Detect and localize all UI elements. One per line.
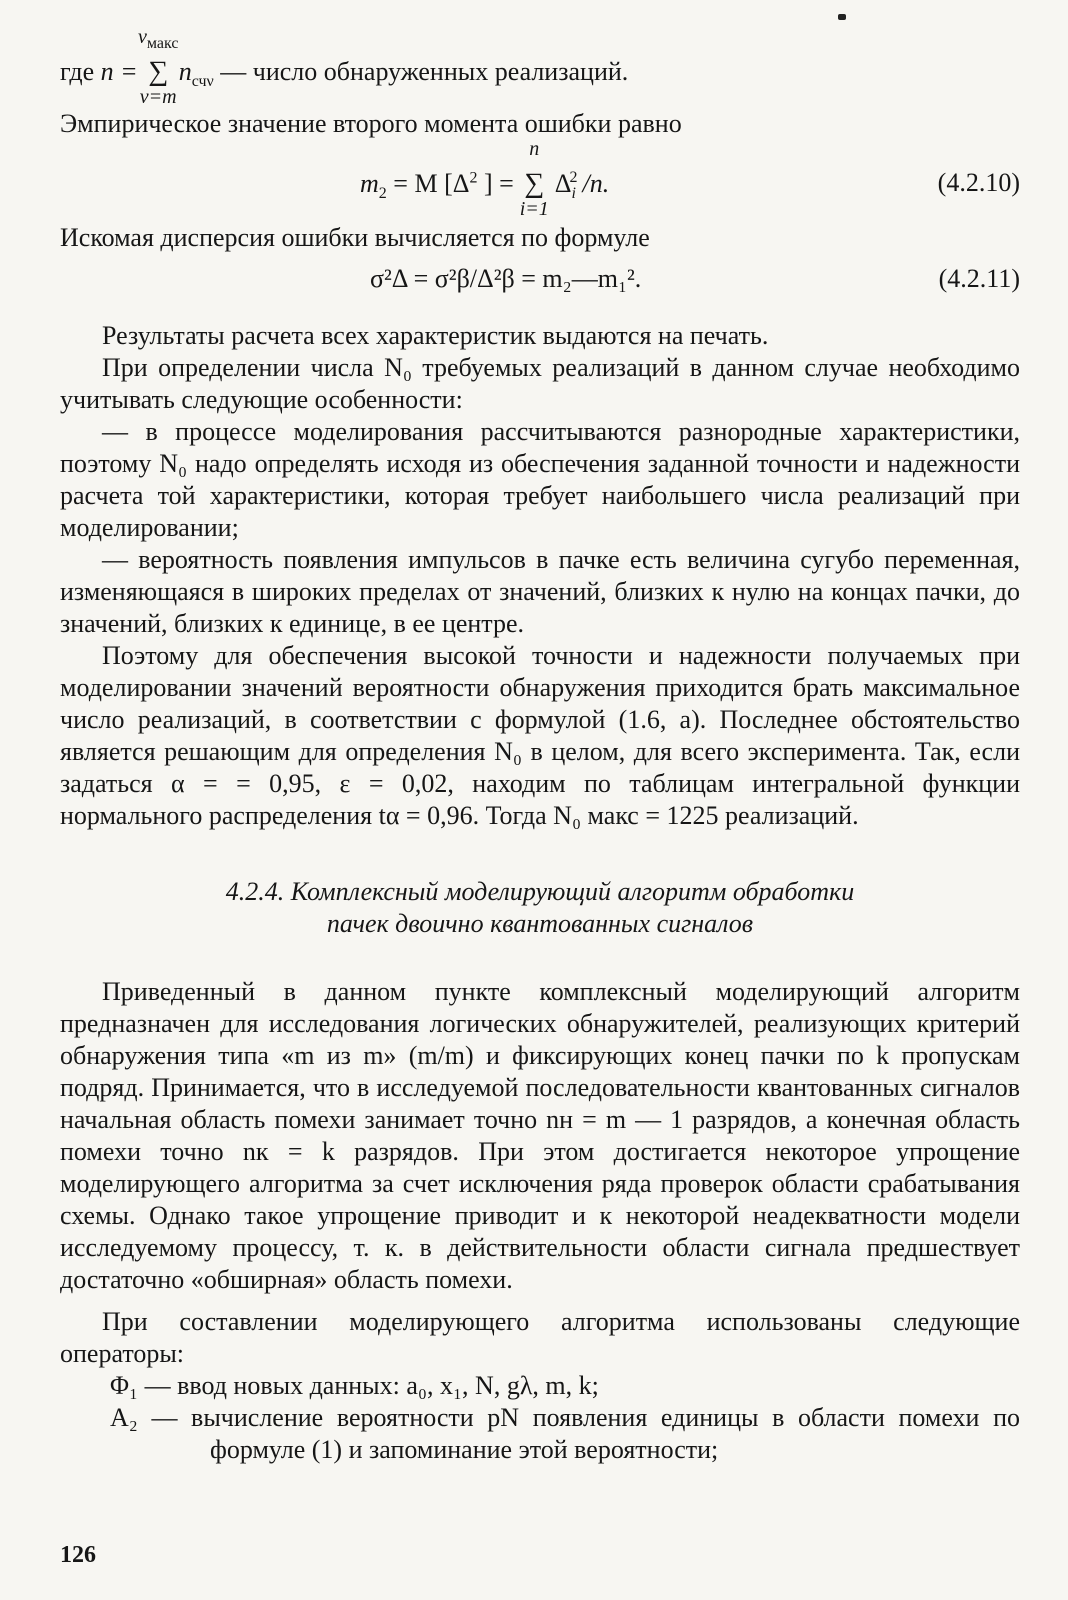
operator-item: Φ₁ — ввод новых данных: a₀, x₁, N, gλ, m, k; (110, 1371, 599, 1400)
section-heading: 4.2.4. Комплексный моделирующий алгоритм обработки пачек двоично квантованных сигналов (225, 877, 855, 938)
equation-body: σ²Δ = σ²β/Δ²β = m₂—m₁². (370, 264, 642, 293)
intro-line (60, 22, 1020, 108)
equation-4-2-11 (60, 254, 1020, 306)
sum-operator: n ∑ i=1 (519, 138, 549, 220)
paragraph: Приведенный в данном пункте комплексный моделирующий алгоритм предназначен для исследования логических обнаружителей, реализующих критерий обнаружения типа «m из m» (m/m) и фиксирующих конец пачки по k пропускам подряд. Принимается, что в исследуемой последовательности квантованных сигналов начальная область помехи занимает точно nн = m — 1 разрядов, а конечная область помехи точно nк = k разрядов. При этом достигается некоторое упрощение моделирующего алгоритма за счет исключения ряда проверок области срабатывания схемы. Однако такое упрощение приводит и к некоторой неадекватности модели исследуемому процессу, т. к. в действительности области сигнала предшествует достаточно «обширная» область помехи. (60, 977, 1020, 1294)
equation-4-2-10 (60, 140, 1020, 218)
print-speck (838, 14, 846, 20)
paragraph-empirical: Эмпирическое значение второго момента ошибки равно (60, 109, 682, 138)
page-content (60, 22, 1020, 1466)
paragraph: — вероятность появления импульсов в пачке есть величина сугубо переменная, изменяющаяся в широких пределах от значений, близких к нулю на концах пачки, до значений, близких к единице, в ее центре. (60, 545, 1020, 638)
paragraph: — в процессе моделирования рассчитываются разнородные характеристики, поэтому N₀ надо определять исходя из обеспечения заданной точности и надежности расчета той характеристики, которая требует наибольшего числа реализаций при моделировании; (60, 417, 1020, 542)
equation-body: $m_2 = M$ [$\Delta^2$ ] = n ∑ i=1 $\Delta^2_i$ /n. (360, 138, 610, 220)
page-number: 126 (60, 1542, 96, 1568)
paragraph: При определении числа N₀ требуемых реализаций в данном случае необходимо учитывать следующие особенности: (60, 353, 1020, 414)
intro-text: где n = $\nu_{макс}$ ∑ ν=m $n_{сч\nu}$ — число обнаруженных реализаций. (60, 26, 629, 108)
paragraph: Результаты расчета всех характеристик выдаются на печать. (102, 321, 769, 350)
paragraph: Поэтому для обеспечения высокой точности и надежности получаемых при моделировании значений вероятности обнаружения приходится брать максимальное число реализаций, в соответствии с формулой (1.6, а). Последнее обстоятельство является решающим для определения N₀ в целом, для всего эксперимента. Так, если задаться α = = 0,95, ε = 0,02, находим по таблицам интегральной функции нормального распределения tα = 0,96. Тогда N₀ макс = 1225 реализаций. (60, 641, 1020, 830)
paragraph-variance: Искомая дисперсия ошибки вычисляется по формуле (60, 223, 650, 252)
equation-number: (4.2.10) (937, 168, 1020, 197)
paragraph: При составлении моделирующего алгоритма использованы следующие операторы: (60, 1307, 1020, 1368)
sum-operator: $\nu_{макс}$ ∑ ν=m (137, 26, 179, 108)
section-text (60, 320, 1020, 832)
equation-number: (4.2.11) (938, 264, 1020, 293)
operator-item: A₂ — вычисление вероятности pN появления единицы в области помехи по формуле (1) и запоминание этой вероятности; (110, 1403, 1020, 1464)
